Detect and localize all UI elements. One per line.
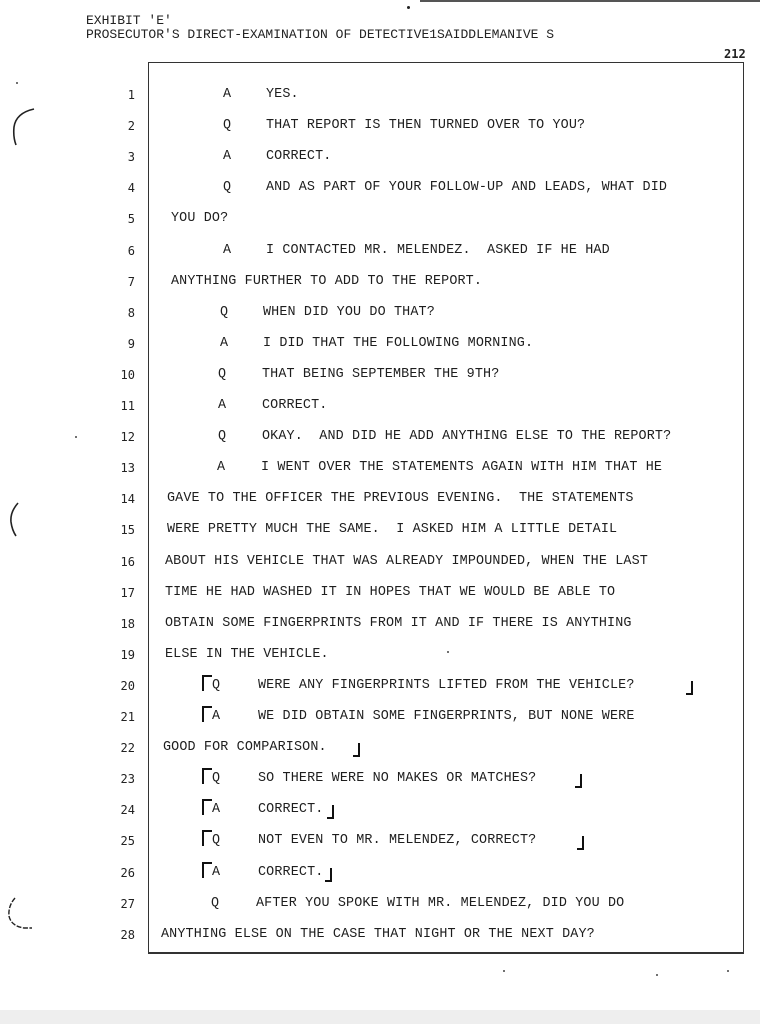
bracket-open-mark xyxy=(202,799,212,815)
document-header xyxy=(86,14,554,42)
speaker-question: Q xyxy=(212,833,221,849)
line-number: 4 xyxy=(127,181,135,196)
transcript-line-text: GOOD FOR COMPARISON. xyxy=(163,740,327,756)
speaker-question: Q xyxy=(223,118,232,134)
bracket-close-mark xyxy=(686,681,693,695)
transcript-line-text: I CONTACTED MR. MELENDEZ. ASKED IF HE HAD xyxy=(266,242,610,258)
speaker-answer: A xyxy=(223,87,232,102)
speaker-answer: A xyxy=(223,242,232,258)
exhibit-label: EXHIBIT 'E' xyxy=(86,13,172,28)
line-number: 13 xyxy=(120,461,135,476)
transcript-line-text: GAVE TO THE OFFICER THE PREVIOUS EVENING. THE STATEMENTS xyxy=(167,491,634,507)
line-number: 24 xyxy=(120,803,135,818)
hole-punch-mark-bottom xyxy=(6,896,38,936)
scan-speck xyxy=(503,970,505,972)
line-number: 11 xyxy=(120,399,135,413)
bracket-close-mark xyxy=(325,868,332,882)
bracket-close-mark xyxy=(327,805,334,819)
line-number: 14 xyxy=(120,492,135,507)
transcript-line-text: OKAY. AND DID HE ADD ANYTHING ELSE TO THE REPORT? xyxy=(262,429,672,445)
line-number: 5 xyxy=(127,212,135,227)
scan-speck xyxy=(727,970,729,972)
transcript-line-text: THAT BEING SEPTEMBER THE 9TH? xyxy=(262,366,500,382)
speaker-answer: A xyxy=(212,709,221,724)
transcript-frame xyxy=(148,62,744,954)
line-number: 7 xyxy=(127,274,135,289)
transcript-line-text: AND AS PART OF YOUR FOLLOW-UP AND LEADS, WHAT DID xyxy=(266,180,668,196)
page-number: 212 xyxy=(724,47,746,61)
transcript-line-text: CORRECT. xyxy=(266,149,332,165)
transcript-line-text: I DID THAT THE FOLLOWING MORNING. xyxy=(263,335,534,351)
speaker-question: Q xyxy=(223,180,232,196)
bracket-close-mark xyxy=(353,743,360,757)
viewer-bottom-bar xyxy=(0,1010,760,1024)
line-number: 25 xyxy=(120,834,135,849)
line-number: 27 xyxy=(120,896,135,911)
transcript-line-text: WHEN DID YOU DO THAT? xyxy=(263,304,435,320)
transcript-line-text: AFTER YOU SPOKE WITH MR. MELENDEZ, DID YOU DO xyxy=(256,895,625,911)
bracket-close-mark xyxy=(575,774,582,788)
transcript-line-text: TIME HE HAD WASHED IT IN HOPES THAT WE WOULD BE ABLE TO xyxy=(165,584,616,600)
line-number: 21 xyxy=(120,710,135,724)
bracket-open-mark xyxy=(202,706,212,722)
scan-speck xyxy=(656,974,658,976)
bracket-close-mark xyxy=(577,836,584,850)
speaker-answer: A xyxy=(212,864,221,880)
transcript-line-text: CORRECT. xyxy=(258,802,324,818)
document-title: PROSECUTOR'S DIRECT-EXAMINATION OF DETECTIVE1SAIDDLEMANIVE S xyxy=(86,27,555,42)
line-number: 26 xyxy=(120,865,135,880)
line-number: 12 xyxy=(120,430,135,445)
speaker-answer: A xyxy=(217,460,226,476)
transcript-line-text: NOT EVEN TO MR. MELENDEZ, CORRECT? xyxy=(258,833,537,849)
scan-speck xyxy=(447,651,449,653)
scan-speck xyxy=(407,6,410,9)
transcript-line-text: YOU DO? xyxy=(171,211,229,227)
scan-speck xyxy=(75,436,77,438)
line-number: 23 xyxy=(120,772,135,787)
speaker-question: Q xyxy=(218,366,227,382)
line-number: 28 xyxy=(120,927,135,942)
line-number: 10 xyxy=(120,367,135,382)
transcript-line-text: SO THERE WERE NO MAKES OR MATCHES? xyxy=(258,771,537,787)
line-number: 18 xyxy=(120,616,135,631)
line-number: 3 xyxy=(127,150,135,165)
scan-top-rule xyxy=(420,0,760,2)
hole-punch-mark-top xyxy=(8,105,38,155)
speaker-answer: A xyxy=(212,802,221,818)
transcript-line-text: CORRECT. xyxy=(258,864,324,880)
speaker-question: Q xyxy=(211,895,220,911)
line-number: 1 xyxy=(127,88,135,102)
speaker-question: Q xyxy=(218,429,227,445)
line-number: 15 xyxy=(120,523,135,538)
transcript-line-text: YES. xyxy=(266,87,299,102)
bracket-open-mark xyxy=(202,675,212,691)
line-number: 19 xyxy=(120,647,135,662)
line-number: 9 xyxy=(127,336,135,351)
scan-speck xyxy=(16,82,18,84)
line-number: 16 xyxy=(120,554,135,569)
transcript-line-text: ELSE IN THE VEHICLE. xyxy=(165,646,329,662)
transcript-line-text: THAT REPORT IS THEN TURNED OVER TO YOU? xyxy=(266,118,586,134)
line-number: 2 xyxy=(127,119,135,134)
bracket-open-mark xyxy=(202,862,212,878)
transcript-line-text: WERE PRETTY MUCH THE SAME. I ASKED HIM A LITTLE DETAIL xyxy=(167,522,618,538)
transcript-line-text: ABOUT HIS VEHICLE THAT WAS ALREADY IMPOUNDED, WHEN THE LAST xyxy=(165,553,648,569)
bracket-open-mark xyxy=(202,830,212,846)
line-number: 8 xyxy=(127,305,135,320)
speaker-answer: A xyxy=(220,335,229,351)
transcript-line-text: ANYTHING ELSE ON THE CASE THAT NIGHT OR THE NEXT DAY? xyxy=(161,926,595,942)
line-number: 20 xyxy=(120,678,135,693)
line-number: 6 xyxy=(127,243,135,258)
transcript-line-text: CORRECT. xyxy=(262,398,328,413)
transcript-line-text: WE DID OBTAIN SOME FINGERPRINTS, BUT NONE WERE xyxy=(258,709,635,724)
transcript-line-text: OBTAIN SOME FINGERPRINTS FROM IT AND IF THERE IS ANYTHING xyxy=(165,615,632,631)
speaker-question: Q xyxy=(220,304,229,320)
speaker-answer: A xyxy=(218,398,227,413)
hole-punch-mark-middle xyxy=(6,500,46,540)
line-number: 22 xyxy=(120,741,135,756)
line-number: 17 xyxy=(120,585,135,600)
bracket-open-mark xyxy=(202,768,212,784)
transcript-line-text: WERE ANY FINGERPRINTS LIFTED FROM THE VEHICLE? xyxy=(258,677,635,693)
transcript-line-text: I WENT OVER THE STATEMENTS AGAIN WITH HIM THAT HE xyxy=(261,460,663,476)
speaker-question: Q xyxy=(212,677,221,693)
speaker-question: Q xyxy=(212,771,221,787)
transcript-line-text: ANYTHING FURTHER TO ADD TO THE REPORT. xyxy=(171,273,483,289)
speaker-answer: A xyxy=(223,149,232,165)
